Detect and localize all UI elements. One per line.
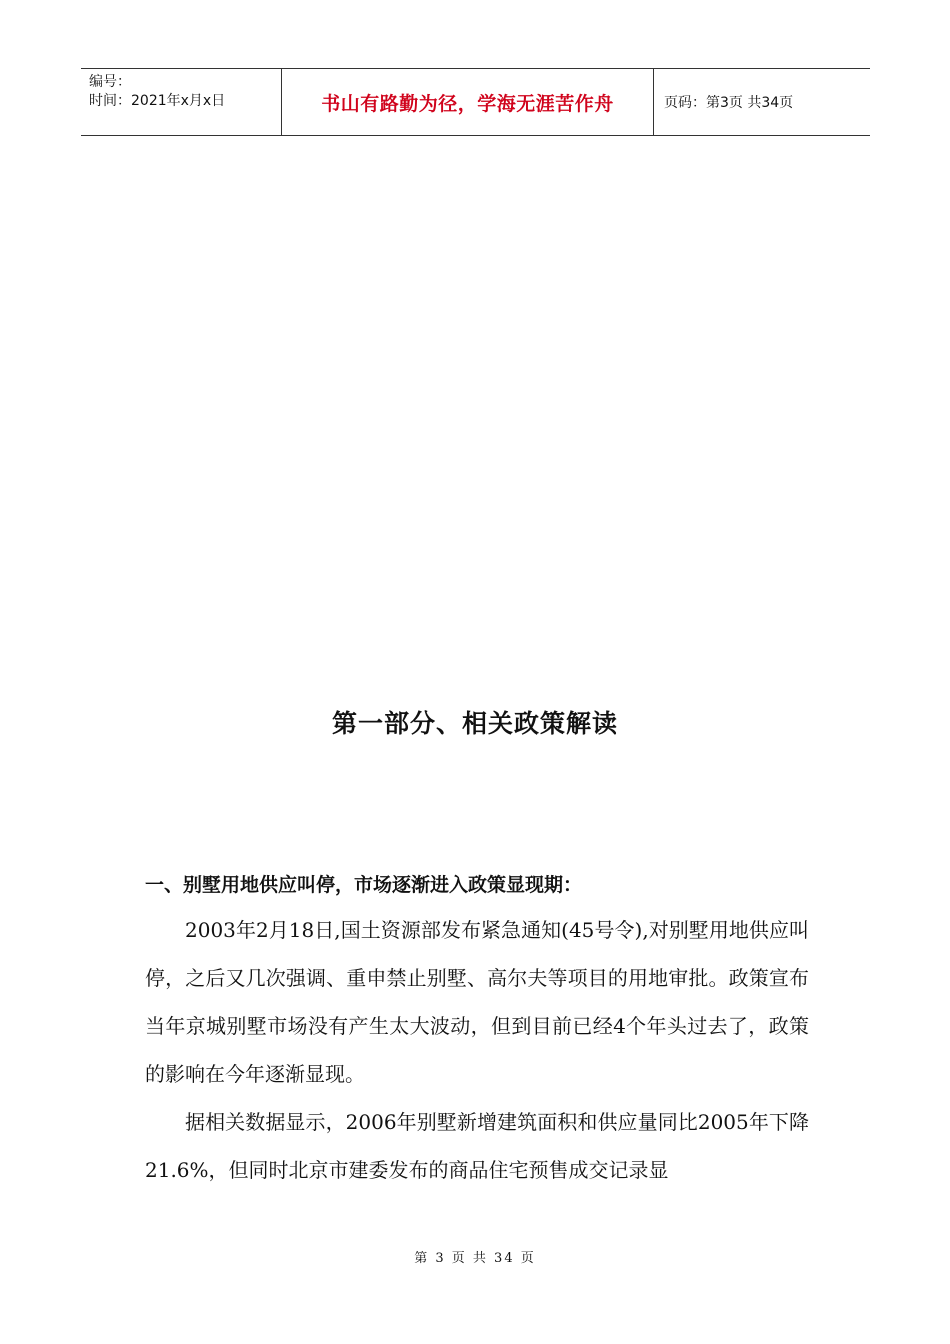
header-page-info: 页码：第3页 共34页 (664, 95, 794, 111)
page-header (81, 68, 870, 136)
page-footer: 第 3 页 共 34 页 (414, 1251, 536, 1266)
header-meta (81, 69, 282, 135)
body-paragraph: 据相关数据显示，2006年别墅新增建筑面积和供应量同比2005年下降21.6%，但同时北京市建委发布的商品住宅预售成交记录显 (145, 1110, 809, 1182)
document-number-label: 编号： (89, 74, 131, 90)
body-paragraph: 2003年2月18日,国土资源部发布紧急通知(45号令),对别墅用地供应叫停，之后又几次强调、重申禁止别墅、高尔夫等项目的用地审批。政策宣布当年京城别墅市场没有产生太大波动，但到目前已经4个年头过去了，政策的影响在今年逐渐显现。 (145, 918, 809, 1086)
document-date: 时间：2021年x月x日 (89, 93, 226, 109)
header-motto: 书山有路勤为径，学海无涯苦作舟 (282, 69, 654, 135)
section-heading: 一、别墅用地供应叫停，市场逐渐进入政策显现期： (145, 874, 583, 896)
part-title: 第一部分、相关政策解读 (331, 709, 618, 738)
